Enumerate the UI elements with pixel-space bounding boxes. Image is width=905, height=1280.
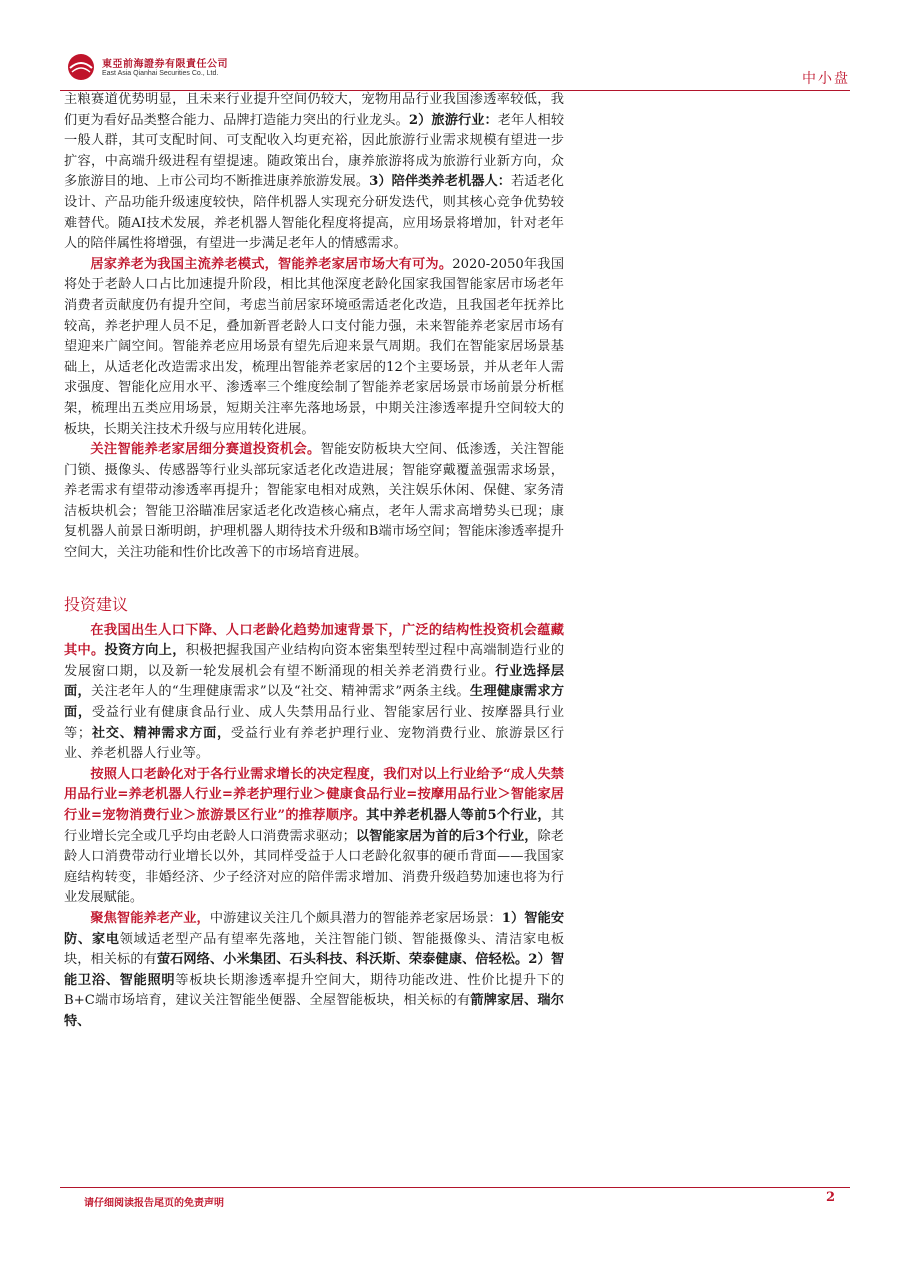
paragraph-recommendation-order: 按照人口老龄化对于各行业需求增长的决定程度，我们对以上行业给予“成人失禁用品行业=养老机器人行业=养老护理行业＞健康食品行业=按摩用品行业＞智能家居行业=宠物消费行业＞旅游景区行业”的推荐顺序。其中养老机器人等前5个行业，其行业增长完全或几乎均由老龄人口消费需求驱动；以智能家居为首的后3个行业，除老龄人口消费带动行业增长以外，其同样受益于人口老龄化叙事的硬币背面——我国家庭结构转变，非婚经济、少子经济对应的陪伴需求增加、消费升级趋势加速也将为行业发展赋能。 xyxy=(64,766,564,906)
paragraph-smart-elderly-industry: 聚焦智能养老产业，中游建议关注几个颇具潜力的智能养老家居场景：1）智能安防、家电领域适老型产品有望率先落地，关注智能门锁、智能摄像头、清洁家电板块，相关标的有萤石网络、小米集团、石头科技、科沃斯、荣泰健康、倍轻松。2）智能卫浴、智能照明等板块长期渗透率提升空间大，期待功能改进、性价比提升下的B+C端市场培育，建议关注智能坐便器、全屋智能板块，相关标的有箭牌家居、瑞尔特、 xyxy=(64,910,565,1029)
disclaimer-note: 请仔细阅读报告尾页的免责声明 xyxy=(84,1198,224,1209)
page-number: 2 xyxy=(825,1190,835,1205)
paragraph-investment-direction: 在我国出生人口下降、人口老龄化趋势加速背景下，广泛的结构性投资机会蕴藏其中。投资方向上，积极把握我国产业结构向资本密集型转型过程中高端制造行业的发展窗口期，以及新一轮发展机会有望不断涌现的相关养老消费行业。行业选择层面，关注老年人的“生理健康需求”以及“社交、精神需求”两条主线。生理健康需求方面，受益行业有健康食品行业、成人失禁用品行业、智能家居行业、按摩器具行业等；社交、精神需求方面，受益行业有养老护理行业、宠物消费行业、旅游景区行业、养老机器人行业等。 xyxy=(64,622,565,762)
company-name-en: East Asia Qianhai Securities Co., Ltd. xyxy=(102,70,219,77)
company-logo-icon xyxy=(66,52,96,82)
paragraph-industry-outlook: 主粮赛道优势明显，且未来行业提升空间仍较大，宠物用品行业我国渗透率较低，我们更为看好品类整合能力、品牌打造能力突出的行业龙头。2）旅游行业：老年人相较一般人群，其可支配时间、可支配收入均更充裕，因此旅游行业需求规模有望进一步扩容，中高端升级进程有望提速。随政策出台，康养旅游将成为旅游行业新方向，众多旅游目的地、上市公司均不断推进康养旅游发展。3）陪伴类养老机器人：若适老化设计、产品功能升级速度较快，陪伴机器人实现充分研发迭代，则其核心竞争优势较难替代。随AI技术发展，养老机器人智能化程度将提高，应用场景将增加，针对老年人的陪伴属性将增强，有望进一步满足老年人的情感需求。 xyxy=(64,92,565,252)
company-name-cn: 東亞前海證券有限責任公司 xyxy=(102,59,228,70)
page-header xyxy=(60,52,850,92)
paragraph-smart-home-market: 居家养老为我国主流养老模式，智能养老家居市场大有可为。2020-2050年我国将处于老龄人口占比加速提升阶段，相比其他深度老龄化国家我国智能家居市场老年消费者贡献度仍有提升空间，考虑当前居家环境亟需适老化改造，且我国老年抚养比较高，养老护理人员不足，叠加新晋老龄人口支付能力强，未来智能养老家居市场有望迎来广阔空间。智能养老应用场景有望先后迎来景气周期。我们在智能家居场景基础上，从适老化改造需求出发，梳理出智能养老家居的12个主要场景，并从老年人需求强度、智能化应用水平、渗透率三个维度绘制了智能养老家居场景市场前景分析框架，梳理出五类应用场景，短期关注率先落地场景，中期关注渗透率提升空间较大的板块，长期关注技术升级与应用转化进展。 xyxy=(64,256,565,437)
section-gap xyxy=(64,564,564,594)
section-tag: 中小盘 xyxy=(802,71,850,87)
paragraph-segment-opportunities: 关注智能养老家居细分赛道投资机会。智能安防板块大空间、低渗透，关注智能门锁、摄像头、传感器等行业头部玩家适老化改造进展；智能穿戴覆盖强需求场景，养老需求有望带动渗透率再提升；智能家电相对成熟，关注娱乐休闲、保健、家务清洁板块机会；智能卫浴瞄准居家适老化改造核心痛点，老年人需求高增势头已现；康复机器人前景日渐明朗，护理机器人期待技术升级和B端市场空间；智能床渗透率提升空间大，关注功能和性价比改善下的市场培育进展。 xyxy=(64,442,565,561)
footer-divider xyxy=(60,1187,850,1188)
report-body xyxy=(64,90,564,1033)
section-heading-investment: 投资建议 xyxy=(64,594,129,614)
